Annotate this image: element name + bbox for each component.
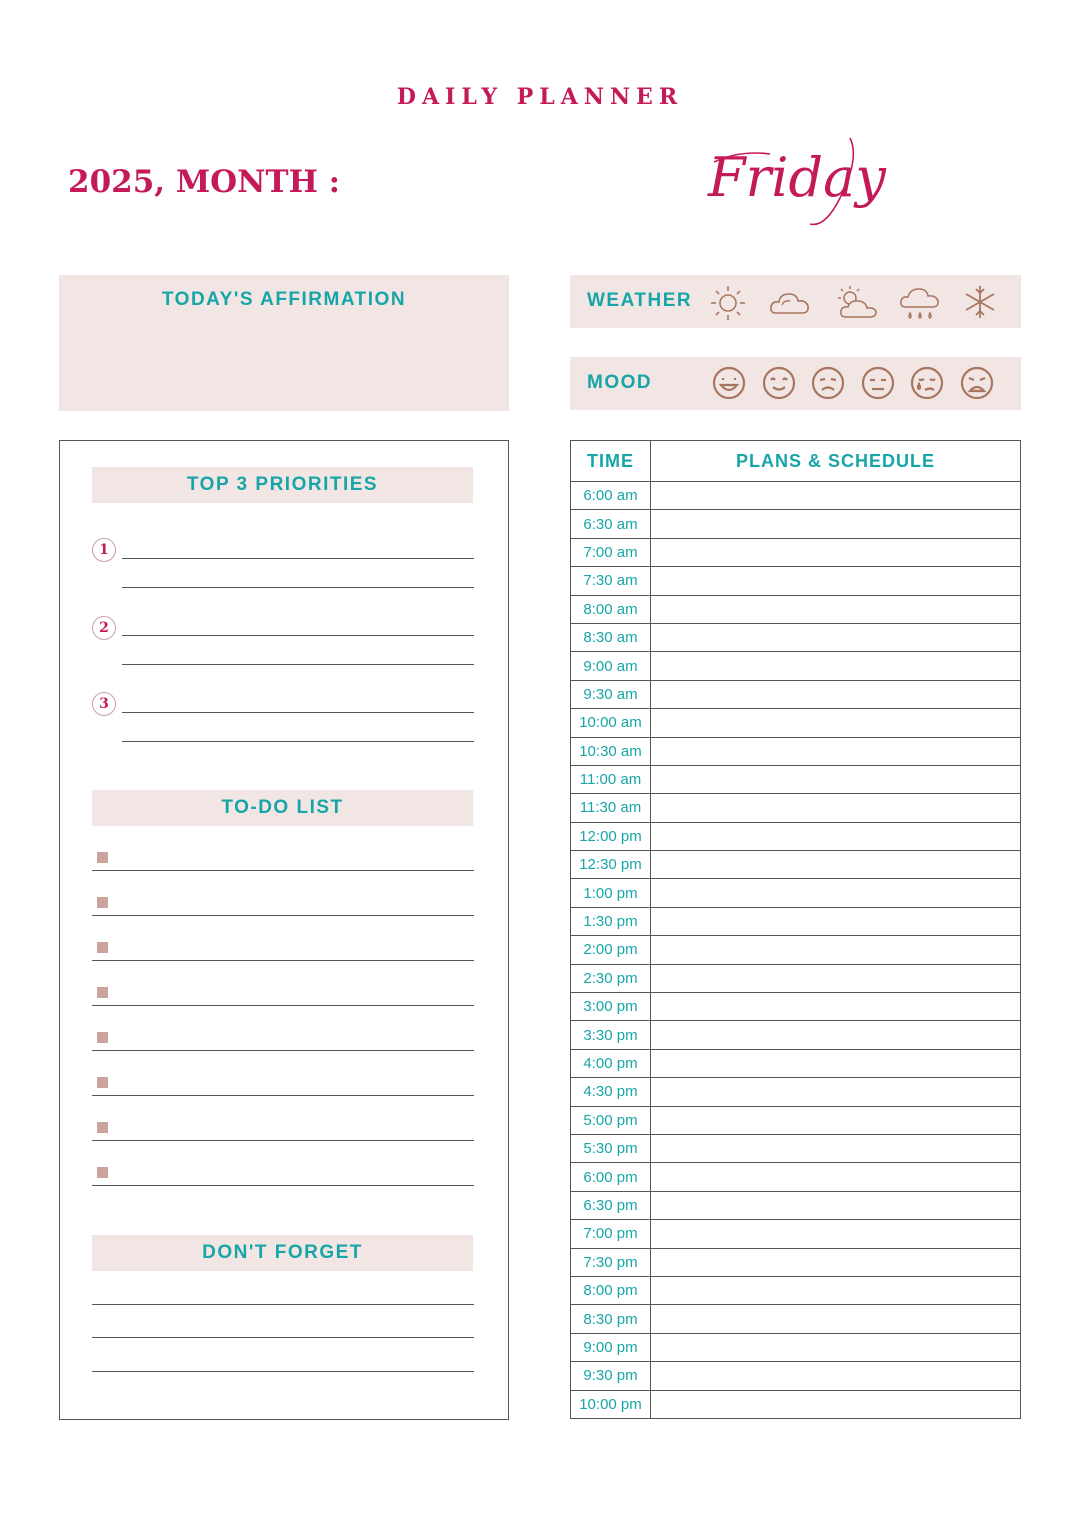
time-slot: 3:00 pm [571, 993, 651, 1021]
time-slot: 5:00 pm [571, 1106, 651, 1134]
plan-cell[interactable] [651, 794, 1021, 822]
schedule-row [571, 964, 1021, 992]
mood-label: MOOD [587, 372, 653, 393]
schedule-row [571, 1191, 1021, 1219]
day-script [700, 128, 900, 238]
schedule-row [571, 851, 1021, 879]
plan-cell[interactable] [651, 993, 1021, 1021]
time-slot: 1:00 pm [571, 879, 651, 907]
todo-checkbox-6[interactable] [97, 1077, 108, 1088]
time-slot: 8:00 pm [571, 1276, 651, 1304]
time-slot: 6:00 pm [571, 1163, 651, 1191]
time-slot: 4:00 pm [571, 1049, 651, 1077]
mood-strip [570, 357, 1021, 410]
time-slot: 7:00 pm [571, 1220, 651, 1248]
todo-checkbox-4[interactable] [97, 987, 108, 998]
todo-line-3[interactable] [92, 960, 474, 961]
schedule-row [571, 567, 1021, 595]
crying-face-icon[interactable] [909, 365, 945, 401]
plan-cell[interactable] [651, 709, 1021, 737]
time-slot: 12:30 pm [571, 851, 651, 879]
schedule-row [571, 879, 1021, 907]
schedule-table [570, 440, 1021, 1419]
priorities-title: TOP 3 PRIORITIES [92, 467, 473, 503]
plan-cell[interactable] [651, 1021, 1021, 1049]
plan-cell[interactable] [651, 652, 1021, 680]
todo-line-6[interactable] [92, 1095, 474, 1096]
plan-cell[interactable] [651, 765, 1021, 793]
schedule-row [571, 907, 1021, 935]
plan-cell[interactable] [651, 1106, 1021, 1134]
schedule-row [571, 652, 1021, 680]
todo-checkbox-7[interactable] [97, 1122, 108, 1133]
schedule-row [571, 482, 1021, 510]
angry-face-icon[interactable] [959, 365, 995, 401]
todo-title: TO-DO LIST [92, 790, 473, 826]
todo-checkbox-5[interactable] [97, 1032, 108, 1043]
schedule-row [571, 794, 1021, 822]
schedule-row [571, 623, 1021, 651]
rain-icon[interactable] [898, 283, 942, 325]
schedule-row [571, 1134, 1021, 1162]
schedule-row [571, 1021, 1021, 1049]
priority-number-3: 3 [92, 692, 116, 716]
priority-line-1b[interactable] [122, 587, 474, 588]
plan-cell[interactable] [651, 538, 1021, 566]
month-label: 2025, MONTH : [68, 164, 341, 200]
time-slot: 9:00 pm [571, 1333, 651, 1361]
plan-cell[interactable] [651, 680, 1021, 708]
schedule-row [571, 1362, 1021, 1390]
weather-label: WEATHER [587, 290, 693, 311]
day-text: Friday [708, 146, 886, 209]
time-slot: 8:30 am [571, 623, 651, 651]
priority-line-3b[interactable] [122, 741, 474, 742]
plan-cell[interactable] [651, 595, 1021, 623]
grin-face-icon[interactable] [711, 365, 747, 401]
schedule-row [571, 1305, 1021, 1333]
schedule-row [571, 680, 1021, 708]
schedule-row [571, 1390, 1021, 1419]
priority-line-3a[interactable] [122, 712, 474, 713]
plan-cell[interactable] [651, 1134, 1021, 1162]
dont-forget-line-1[interactable] [92, 1304, 474, 1305]
priority-line-2b[interactable] [122, 664, 474, 665]
plan-cell[interactable] [651, 1362, 1021, 1390]
time-slot: 10:00 am [571, 709, 651, 737]
dont-forget-title: DON'T FORGET [92, 1235, 473, 1271]
time-slot: 4:30 pm [571, 1078, 651, 1106]
priority-line-2a[interactable] [122, 635, 474, 636]
todo-checkbox-3[interactable] [97, 942, 108, 953]
time-slot: 9:00 am [571, 652, 651, 680]
time-slot: 5:30 pm [571, 1134, 651, 1162]
plan-cell[interactable] [651, 907, 1021, 935]
todo-line-5[interactable] [92, 1050, 474, 1051]
plan-cell[interactable] [651, 510, 1021, 538]
plan-cell[interactable] [651, 737, 1021, 765]
plan-cell[interactable] [651, 567, 1021, 595]
affirmation-box[interactable] [59, 275, 509, 411]
snowflake-icon[interactable] [962, 283, 998, 321]
plan-cell[interactable] [651, 1390, 1021, 1419]
plan-cell[interactable] [651, 1049, 1021, 1077]
plan-cell[interactable] [651, 1163, 1021, 1191]
time-slot: 7:30 pm [571, 1248, 651, 1276]
left-panel [59, 440, 509, 1420]
plan-cell[interactable] [651, 1305, 1021, 1333]
weather-strip [570, 275, 1021, 328]
todo-line-1[interactable] [92, 870, 474, 871]
schedule-row [571, 1220, 1021, 1248]
priority-line-1a[interactable] [122, 558, 474, 559]
todo-line-2[interactable] [92, 915, 474, 916]
plan-cell[interactable] [651, 822, 1021, 850]
schedule-row [571, 1333, 1021, 1361]
time-slot: 6:00 am [571, 482, 651, 510]
sad-face-icon[interactable] [810, 365, 846, 401]
time-slot: 1:30 pm [571, 907, 651, 935]
plans-column-header: PLANS & SCHEDULE [651, 441, 1021, 482]
plan-cell[interactable] [651, 623, 1021, 651]
time-slot: 11:00 am [571, 765, 651, 793]
schedule-row [571, 993, 1021, 1021]
time-slot: 10:00 pm [571, 1390, 651, 1419]
schedule-row [571, 1163, 1021, 1191]
plan-cell[interactable] [651, 1191, 1021, 1219]
todo-checkbox-8[interactable] [97, 1167, 108, 1178]
schedule-row [571, 1276, 1021, 1304]
schedule-row [571, 709, 1021, 737]
plan-cell[interactable] [651, 1220, 1021, 1248]
plan-cell[interactable] [651, 851, 1021, 879]
todo-checkbox-1[interactable] [97, 852, 108, 863]
schedule-row [571, 1078, 1021, 1106]
todo-line-7[interactable] [92, 1140, 474, 1141]
todo-line-8[interactable] [92, 1185, 474, 1186]
priority-number-2: 2 [92, 616, 116, 640]
priority-number-1: 1 [92, 538, 116, 562]
cloud-icon[interactable] [768, 283, 812, 323]
time-slot: 6:30 pm [571, 1191, 651, 1219]
time-slot: 9:30 pm [571, 1362, 651, 1390]
time-slot: 7:00 am [571, 538, 651, 566]
plan-cell[interactable] [651, 1248, 1021, 1276]
time-slot: 6:30 am [571, 510, 651, 538]
time-slot: 2:30 pm [571, 964, 651, 992]
affirmation-title: TODAY'S AFFIRMATION [161, 289, 407, 310]
time-column-header: TIME [571, 441, 651, 482]
time-slot: 8:00 am [571, 595, 651, 623]
time-slot: 3:30 pm [571, 1021, 651, 1049]
plan-cell[interactable] [651, 964, 1021, 992]
schedule-row [571, 737, 1021, 765]
schedule-row [571, 1248, 1021, 1276]
time-slot: 7:30 am [571, 567, 651, 595]
time-slot: 9:30 am [571, 680, 651, 708]
todo-line-4[interactable] [92, 1005, 474, 1006]
sun-icon[interactable] [708, 283, 748, 323]
schedule-row [571, 936, 1021, 964]
smile-face-icon[interactable] [761, 365, 797, 401]
dont-forget-line-2[interactable] [92, 1337, 474, 1338]
dont-forget-line-3[interactable] [92, 1371, 474, 1372]
partly-cloudy-icon[interactable] [834, 283, 880, 323]
plan-cell[interactable] [651, 936, 1021, 964]
time-slot: 11:30 am [571, 794, 651, 822]
todo-checkbox-2[interactable] [97, 897, 108, 908]
time-slot: 8:30 pm [571, 1305, 651, 1333]
plan-cell[interactable] [651, 1078, 1021, 1106]
time-slot: 2:00 pm [571, 936, 651, 964]
schedule-row [571, 1106, 1021, 1134]
plan-cell[interactable] [651, 482, 1021, 510]
plan-cell[interactable] [651, 879, 1021, 907]
schedule-row [571, 1049, 1021, 1077]
schedule-row [571, 822, 1021, 850]
time-slot: 10:30 am [571, 737, 651, 765]
schedule-row [571, 510, 1021, 538]
plan-cell[interactable] [651, 1276, 1021, 1304]
plan-cell[interactable] [651, 1333, 1021, 1361]
neutral-face-icon[interactable] [860, 365, 896, 401]
page-title: DAILY PLANNER [396, 84, 684, 110]
time-slot: 12:00 pm [571, 822, 651, 850]
schedule-row [571, 538, 1021, 566]
schedule-row [571, 595, 1021, 623]
schedule-row [571, 765, 1021, 793]
